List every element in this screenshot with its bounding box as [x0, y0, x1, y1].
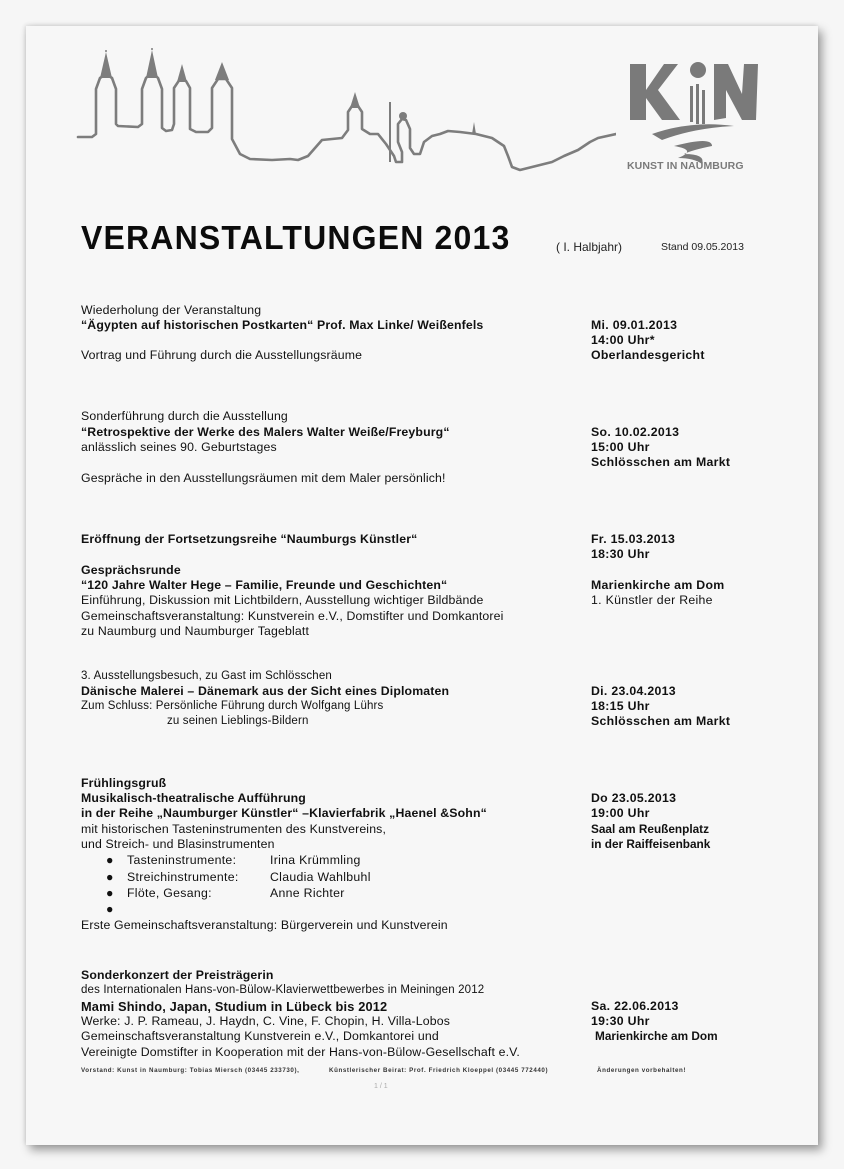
bullet-icon: ●: [106, 853, 114, 867]
event-description-line: zu seinen Lieblings-Bildern: [167, 715, 309, 727]
kin-logo-icon: [622, 54, 762, 174]
event-time: 19:30 Uhr: [591, 1014, 650, 1028]
event-time: 15:00 Uhr: [591, 440, 650, 454]
event-description-line: und Streich- und Blasinstrumenten: [81, 837, 275, 851]
event-description-line: Einführung, Diskussion mit Lichtbildern, Ausstellung wichtiger Bildbände: [81, 593, 484, 607]
event-venue: Marienkirche am Dom: [591, 578, 725, 592]
event-date: Mi. 09.01.2013: [591, 318, 678, 332]
event-note: Erste Gemeinschaftsveranstaltung: Bürgerverein und Kunstverein: [81, 918, 448, 932]
event-date: So. 10.02.2013: [591, 425, 680, 439]
footer-disclaimer: Änderungen vorbehalten!: [597, 1067, 687, 1074]
event-description-line: Zum Schluss: Persönliche Führung durch Wolfgang Lührs: [81, 700, 384, 712]
logo-caption: KUNST IN NAUMBURG: [627, 160, 744, 172]
event-title: “Retrospektive der Werke des Malers Walter Weiße/Freyburg“: [81, 425, 450, 439]
half-year-label: ( I. Halbjahr): [556, 240, 623, 254]
event-venue: Schlösschen am Markt: [591, 714, 731, 728]
event-intro: Frühlingsgruß: [81, 776, 167, 790]
event-subtitle: Gesprächsrunde: [81, 563, 181, 577]
event-title: “Ägypten auf historischen Postkarten“ Prof. Max Linke/ Weißenfels: [81, 318, 484, 332]
bullet-icon: ●: [106, 902, 114, 916]
event-title: Mami Shindo, Japan, Studium in Lübeck bis 2012: [81, 999, 388, 1014]
event-intro: Wiederholung der Veranstaltung: [81, 303, 262, 317]
event-venue: Saal am Reußenplatz: [591, 822, 710, 836]
event-description-line: Vereinigte Domstifter in Kooperation mit der Hans-von-Bülow-Gesellschaft e.V.: [81, 1045, 520, 1059]
event-time: 18:30 Uhr: [591, 547, 650, 561]
event-venue: Oberlandesgericht: [591, 348, 705, 362]
event-title-2: in der Reihe „Naumburger Künstler“ –Klavierfabrik „Haenel &Sohn“: [81, 806, 487, 820]
performer-name: Claudia Wahlbuhl: [270, 870, 371, 884]
bullet-icon: ●: [106, 886, 114, 900]
naumburg-skyline-icon: [76, 44, 616, 194]
event-venue-2: in der Raiffeisenbank: [591, 837, 711, 851]
document-page: [26, 26, 818, 1145]
event-note: Gespräche in den Ausstellungsräumen mit dem Maler persönlich!: [81, 471, 446, 485]
event-description-line: Werke: J. P. Rameau, J. Haydn, C. Vine, F. Chopin, H. Villa-Lobos: [81, 1014, 451, 1028]
performer-name: Anne Richter: [270, 886, 345, 900]
event-time: 18:15 Uhr: [591, 699, 650, 713]
event-intro: Sonderführung durch die Ausstellung: [81, 409, 288, 423]
event-description: anlässlich seines 90. Geburtstages: [81, 440, 277, 454]
event-date: Fr. 15.03.2013: [591, 532, 676, 546]
event-description-line: Gemeinschaftsveranstaltung Kunstverein e.V., Domkantorei und: [81, 1029, 439, 1043]
event-description-line: zu Naumburg und Naumburger Tageblatt: [81, 624, 310, 638]
event-description: Vortrag und Führung durch die Ausstellungsräume: [81, 348, 363, 362]
footer-board: Vorstand: Kunst in Naumburg: Tobias Miersch (03445 233730),: [81, 1067, 300, 1074]
event-intro: 3. Ausstellungsbesuch, zu Gast im Schlösschen: [81, 670, 332, 682]
event-intro: Sonderkonzert der Preisträgerin: [81, 968, 274, 982]
event-date: Sa. 22.06.2013: [591, 999, 679, 1013]
event-title: Musikalisch-theatralische Aufführung: [81, 791, 306, 805]
event-time: 19:00 Uhr: [591, 806, 650, 820]
event-date: Do 23.05.2013: [591, 791, 677, 805]
footer-advisory: Künstlerischer Beirat: Prof. Friedrich Kloeppel (03445 772440): [329, 1067, 549, 1074]
event-venue: Schlösschen am Markt: [591, 455, 731, 469]
event-time: 14:00 Uhr*: [591, 333, 655, 347]
event-subtitle-2: “120 Jahre Walter Hege – Familie, Freunde und Geschichten“: [81, 578, 448, 592]
bullet-icon: ●: [106, 870, 114, 884]
event-date: Di. 23.04.2013: [591, 684, 676, 698]
event-venue: Marienkirche am Dom: [595, 1029, 718, 1043]
event-title: Dänische Malerei – Dänemark aus der Sicht eines Diplomaten: [81, 684, 450, 698]
event-title: Eröffnung der Fortsetzungsreihe “Naumburgs Künstler“: [81, 532, 418, 546]
event-description-line: mit historischen Tasteninstrumenten des Kunstvereins,: [81, 822, 387, 836]
stand-date: Stand 09.05.2013: [661, 241, 744, 253]
page-number: 1 / 1: [374, 1083, 388, 1090]
page-title: VERANSTALTUNGEN 2013: [81, 219, 511, 256]
performer-name: Irina Krümmling: [270, 853, 361, 867]
event-description-line: Gemeinschaftsveranstaltung: Kunstverein e.V., Domstifter und Domkantorei: [81, 609, 504, 623]
event-intro-2: des Internationalen Hans-von-Bülow-Klavierwettbewerbes in Meiningen 2012: [81, 984, 485, 996]
performer-role: Flöte, Gesang:: [127, 886, 212, 900]
performer-role: Tasteninstrumente:: [127, 853, 237, 867]
performer-role: Streichinstrumente:: [127, 870, 239, 884]
event-venue-note: 1. Künstler der Reihe: [591, 593, 713, 607]
